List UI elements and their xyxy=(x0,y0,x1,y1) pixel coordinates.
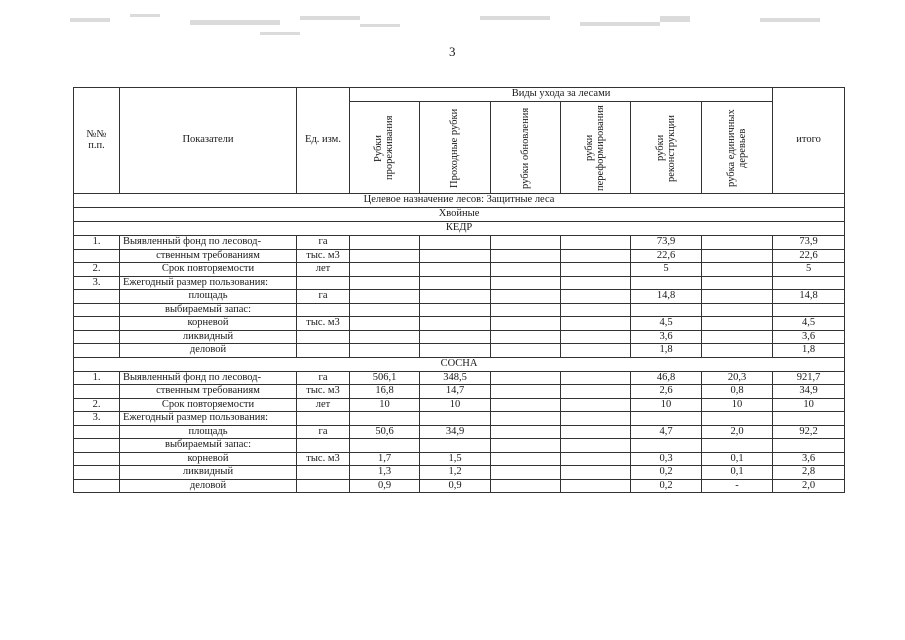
value-cell xyxy=(631,276,702,290)
total-cell: 73,9 xyxy=(773,236,845,250)
total-cell: 14,8 xyxy=(773,290,845,304)
value-cell xyxy=(350,249,420,263)
value-cell: 0,3 xyxy=(631,452,702,466)
value-cell xyxy=(420,236,491,250)
value-cell xyxy=(491,385,561,399)
table-row xyxy=(74,439,845,453)
value-cell xyxy=(350,276,420,290)
table-row xyxy=(74,412,845,426)
row-number-cell xyxy=(74,317,120,331)
value-cell: - xyxy=(702,479,773,493)
value-cell xyxy=(420,249,491,263)
value-cell xyxy=(561,236,631,250)
value-cell: 50,6 xyxy=(350,425,420,439)
value-cell xyxy=(561,398,631,412)
value-cell xyxy=(561,303,631,317)
value-cell xyxy=(702,412,773,426)
value-cell xyxy=(561,290,631,304)
row-number-cell: 1. xyxy=(74,371,120,385)
total-cell: 34,9 xyxy=(773,385,845,399)
value-cell xyxy=(350,236,420,250)
header-sub-thinning: Рубки прореживания xyxy=(373,115,396,180)
value-cell xyxy=(491,344,561,358)
total-cell: 921,7 xyxy=(773,371,845,385)
indicator-cell: выбираемый запас: xyxy=(120,439,297,453)
unit-cell: лет xyxy=(297,263,350,277)
value-cell: 2,6 xyxy=(631,385,702,399)
value-cell: 1,2 xyxy=(420,466,491,480)
indicator-cell: деловой xyxy=(120,344,297,358)
value-cell xyxy=(631,303,702,317)
value-cell xyxy=(491,276,561,290)
indicator-cell: ственным требованиям xyxy=(120,385,297,399)
table-row xyxy=(74,466,845,480)
value-cell xyxy=(631,439,702,453)
value-cell: 10 xyxy=(702,398,773,412)
total-cell: 2,0 xyxy=(773,479,845,493)
value-cell xyxy=(420,412,491,426)
table-row xyxy=(74,249,845,263)
value-cell xyxy=(702,317,773,331)
value-cell xyxy=(350,290,420,304)
indicator-cell: ликвидный xyxy=(120,330,297,344)
value-cell xyxy=(561,452,631,466)
row-number-cell xyxy=(74,330,120,344)
species-row: КЕДР xyxy=(74,222,845,236)
row-number-cell xyxy=(74,439,120,453)
row-number-cell xyxy=(74,425,120,439)
value-cell: 73,9 xyxy=(631,236,702,250)
value-cell xyxy=(491,236,561,250)
indicator-cell: Срок повторяемости xyxy=(120,398,297,412)
unit-cell: га xyxy=(297,290,350,304)
value-cell xyxy=(420,263,491,277)
value-cell: 10 xyxy=(350,398,420,412)
value-cell xyxy=(491,479,561,493)
row-number-cell xyxy=(74,385,120,399)
row-number-cell: 2. xyxy=(74,398,120,412)
header-group-care-types: Виды ухода за лесами xyxy=(350,88,773,102)
unit-cell: га xyxy=(297,236,350,250)
table-row xyxy=(74,371,845,385)
value-cell: 348,5 xyxy=(420,371,491,385)
row-number-cell xyxy=(74,290,120,304)
unit-cell xyxy=(297,276,350,290)
unit-cell: тыс. м3 xyxy=(297,385,350,399)
value-cell xyxy=(420,317,491,331)
value-cell xyxy=(561,425,631,439)
forest-care-table xyxy=(73,87,845,493)
value-cell xyxy=(420,303,491,317)
value-cell xyxy=(561,439,631,453)
header-col-number: №№ п.п. xyxy=(74,88,120,194)
row-number-cell xyxy=(74,249,120,263)
table-row xyxy=(74,276,845,290)
total-cell xyxy=(773,303,845,317)
value-cell: 0,9 xyxy=(420,479,491,493)
value-cell xyxy=(350,344,420,358)
table-row xyxy=(74,303,845,317)
value-cell xyxy=(350,439,420,453)
unit-cell xyxy=(297,479,350,493)
unit-cell: лет xyxy=(297,398,350,412)
value-cell: 22,6 xyxy=(631,249,702,263)
value-cell: 0,9 xyxy=(350,479,420,493)
indicator-cell: выбираемый запас: xyxy=(120,303,297,317)
value-cell xyxy=(491,439,561,453)
value-cell: 0,1 xyxy=(702,466,773,480)
value-cell xyxy=(561,263,631,277)
total-cell xyxy=(773,412,845,426)
species-row: СОСНА xyxy=(74,357,845,371)
total-cell: 3,6 xyxy=(773,452,845,466)
total-cell: 10 xyxy=(773,398,845,412)
value-cell xyxy=(420,344,491,358)
value-cell xyxy=(491,425,561,439)
indicator-cell: ственным требованиям xyxy=(120,249,297,263)
table-row xyxy=(74,344,845,358)
value-cell xyxy=(491,466,561,480)
page-number: 3 xyxy=(449,44,456,59)
value-cell xyxy=(420,439,491,453)
value-cell xyxy=(702,263,773,277)
unit-cell xyxy=(297,412,350,426)
value-cell xyxy=(561,479,631,493)
value-cell xyxy=(491,263,561,277)
header-col-indicator: Показатели xyxy=(120,88,297,194)
value-cell: 14,8 xyxy=(631,290,702,304)
value-cell xyxy=(420,290,491,304)
value-cell: 4,7 xyxy=(631,425,702,439)
value-cell: 3,6 xyxy=(631,330,702,344)
value-cell: 1,5 xyxy=(420,452,491,466)
value-cell: 1,7 xyxy=(350,452,420,466)
header-sub-single-trees: рубка единичных деревьев xyxy=(726,108,749,187)
value-cell xyxy=(702,236,773,250)
indicator-cell: Выявленный фонд по лесовод- xyxy=(120,236,297,250)
total-cell: 1,8 xyxy=(773,344,845,358)
row-number-cell xyxy=(74,452,120,466)
value-cell: 10 xyxy=(420,398,491,412)
total-cell: 4,5 xyxy=(773,317,845,331)
value-cell xyxy=(491,371,561,385)
value-cell xyxy=(420,330,491,344)
header-sub-passage: Проходные рубки xyxy=(449,107,461,188)
unit-cell: га xyxy=(297,371,350,385)
value-cell: 1,8 xyxy=(631,344,702,358)
value-cell xyxy=(420,276,491,290)
table-row xyxy=(74,263,845,277)
value-cell xyxy=(702,330,773,344)
table-row xyxy=(74,385,845,399)
row-number-cell: 3. xyxy=(74,412,120,426)
table-row xyxy=(74,330,845,344)
header-sub-reconstruction: рубки реконструкции xyxy=(654,113,677,182)
value-cell xyxy=(561,466,631,480)
value-cell: 5 xyxy=(631,263,702,277)
value-cell: 10 xyxy=(631,398,702,412)
row-number-cell xyxy=(74,303,120,317)
unit-cell: тыс. м3 xyxy=(297,249,350,263)
value-cell: 16,8 xyxy=(350,385,420,399)
value-cell: 14,7 xyxy=(420,385,491,399)
value-cell xyxy=(631,412,702,426)
unit-cell xyxy=(297,303,350,317)
value-cell: 1,3 xyxy=(350,466,420,480)
value-cell xyxy=(561,317,631,331)
value-cell xyxy=(350,317,420,331)
table-row xyxy=(74,398,845,412)
table-row xyxy=(74,317,845,331)
row-number-cell xyxy=(74,344,120,358)
total-cell: 2,8 xyxy=(773,466,845,480)
value-cell xyxy=(491,412,561,426)
header-sub-reformation: рубки переформирования xyxy=(584,104,607,191)
indicator-cell: площадь xyxy=(120,425,297,439)
value-cell: 2,0 xyxy=(702,425,773,439)
row-number-cell: 3. xyxy=(74,276,120,290)
purpose-row: Целевое назначение лесов: Защитные леса xyxy=(74,194,845,208)
table-row xyxy=(74,479,845,493)
unit-cell: тыс. м3 xyxy=(297,452,350,466)
scan-noise-decoration xyxy=(60,6,840,44)
value-cell: 20,3 xyxy=(702,371,773,385)
value-cell xyxy=(561,344,631,358)
indicator-cell: Срок повторяемости xyxy=(120,263,297,277)
total-cell: 22,6 xyxy=(773,249,845,263)
value-cell: 506,1 xyxy=(350,371,420,385)
unit-cell xyxy=(297,439,350,453)
value-cell xyxy=(491,317,561,331)
value-cell: 34,9 xyxy=(420,425,491,439)
value-cell xyxy=(561,249,631,263)
unit-cell xyxy=(297,330,350,344)
value-cell xyxy=(350,412,420,426)
total-cell: 5 xyxy=(773,263,845,277)
table-row xyxy=(74,290,845,304)
value-cell xyxy=(350,330,420,344)
table-row xyxy=(74,425,845,439)
value-cell: 46,8 xyxy=(631,371,702,385)
unit-cell: га xyxy=(297,425,350,439)
total-cell: 92,2 xyxy=(773,425,845,439)
header-col-total: итого xyxy=(773,88,845,194)
category-row: Хвойные xyxy=(74,208,845,222)
value-cell xyxy=(702,439,773,453)
value-cell xyxy=(491,452,561,466)
total-cell xyxy=(773,439,845,453)
value-cell: 0,2 xyxy=(631,466,702,480)
indicator-cell: деловой xyxy=(120,479,297,493)
value-cell xyxy=(561,412,631,426)
value-cell xyxy=(491,330,561,344)
unit-cell xyxy=(297,466,350,480)
value-cell: 0,1 xyxy=(702,452,773,466)
value-cell xyxy=(491,303,561,317)
value-cell xyxy=(561,371,631,385)
value-cell xyxy=(702,290,773,304)
table-row xyxy=(74,236,845,250)
row-number-cell: 2. xyxy=(74,263,120,277)
value-cell xyxy=(702,303,773,317)
indicator-cell: ликвидный xyxy=(120,466,297,480)
value-cell xyxy=(561,385,631,399)
row-number-cell xyxy=(74,466,120,480)
value-cell xyxy=(561,330,631,344)
value-cell xyxy=(350,263,420,277)
indicator-cell: Ежегодный размер пользования: xyxy=(120,412,297,426)
row-number-cell: 1. xyxy=(74,236,120,250)
table-row xyxy=(74,452,845,466)
total-cell: 3,6 xyxy=(773,330,845,344)
indicator-cell: корневой xyxy=(120,317,297,331)
indicator-cell: Выявленный фонд по лесовод- xyxy=(120,371,297,385)
header-col-unit: Ед. изм. xyxy=(297,88,350,194)
total-cell xyxy=(773,276,845,290)
header-sub-renewal: рубки обновления xyxy=(519,106,531,189)
value-cell xyxy=(491,398,561,412)
indicator-cell: Ежегодный размер пользования: xyxy=(120,276,297,290)
value-cell xyxy=(491,249,561,263)
indicator-cell: корневой xyxy=(120,452,297,466)
value-cell xyxy=(702,249,773,263)
value-cell xyxy=(561,276,631,290)
value-cell xyxy=(491,290,561,304)
value-cell: 0,8 xyxy=(702,385,773,399)
unit-cell xyxy=(297,344,350,358)
value-cell: 4,5 xyxy=(631,317,702,331)
value-cell xyxy=(350,303,420,317)
row-number-cell xyxy=(74,479,120,493)
unit-cell: тыс. м3 xyxy=(297,317,350,331)
value-cell: 0,2 xyxy=(631,479,702,493)
value-cell xyxy=(702,344,773,358)
value-cell xyxy=(702,276,773,290)
indicator-cell: площадь xyxy=(120,290,297,304)
